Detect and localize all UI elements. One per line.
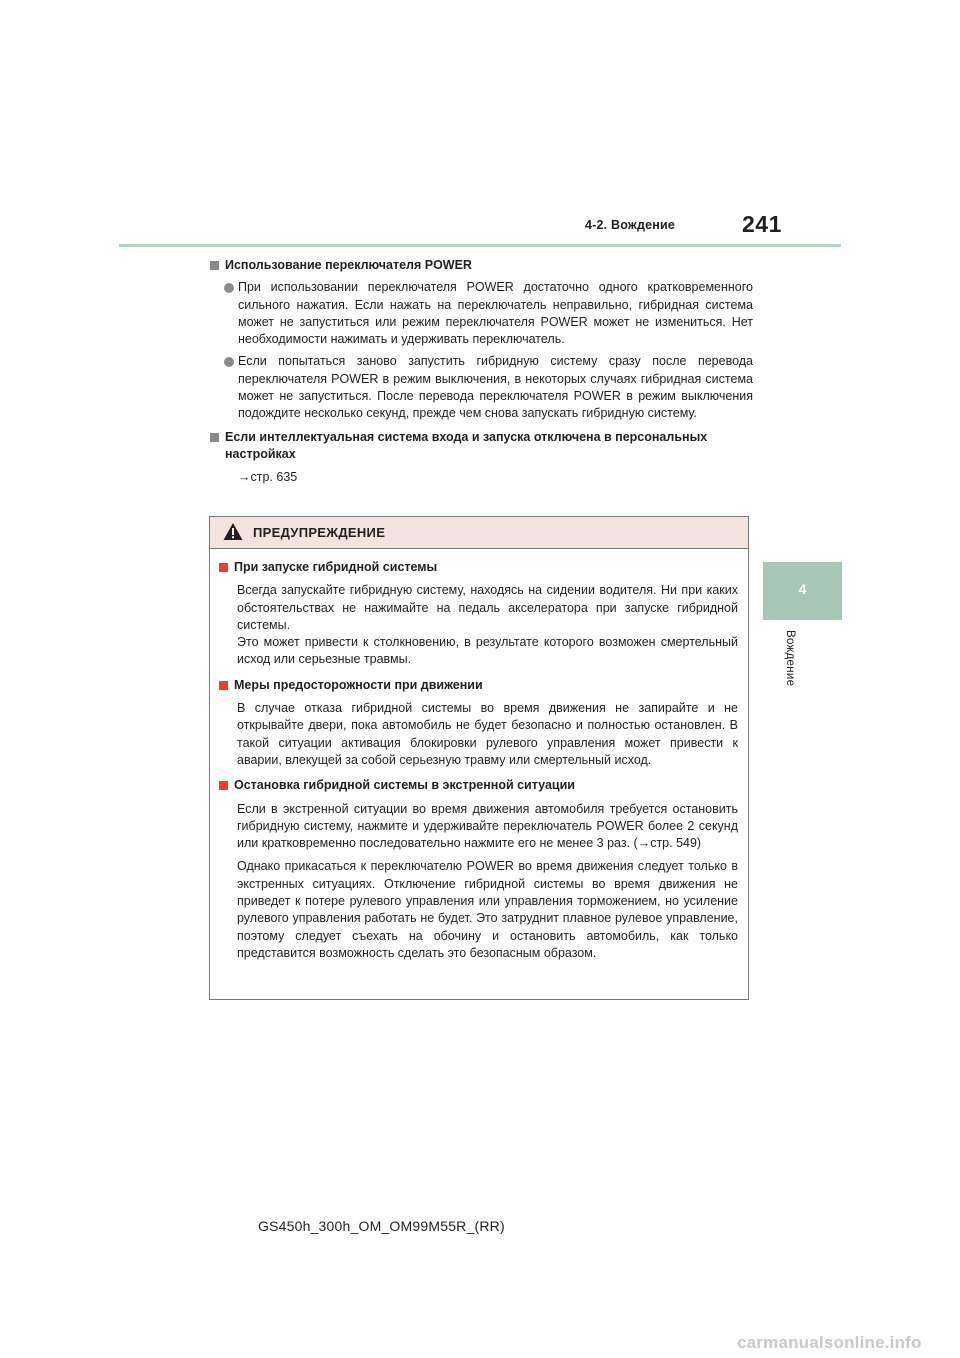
warning-box [209,516,749,1000]
section-heading: Если интеллектуальная система входа и запуска отключена в персональных настройках [208,429,753,464]
round-bullet-icon [224,283,234,293]
square-bullet-icon [210,261,219,270]
warning-triangle-icon [223,522,243,541]
list-item: Если попытаться заново запустить гибридную систему сразу после перевода переключателя POWER в режим выключения, в некоторых случаях гибридная система может не запуститься. После перевода переключателя POWER в режим выключения подождите несколько секунд, прежде чем снова запускать гибридную систему. [208,353,753,422]
main-content [208,257,753,487]
warning-item-heading: При запуске гибридной системы [219,559,738,576]
warning-header [210,517,748,549]
warning-paragraph: Если в экстренной ситуации во время движения автомобиля требуется остановить гибридную систему, нажмите и удерживайте переключатель POWER более 2 секунд или кратковременно последовательно нажмите его не менее 3 раз. (→стр. 549) [237,801,738,851]
warning-paragraph: Всегда запускайте гибридную систему, находясь на сидении водителя. Ни при каких обстоятельствах не нажимайте на педаль акселератора при запуске гибридной системы. Это может привести к столкновению, в результате которого возможен смертельный исход или серьезные травмы. [237,583,738,667]
watermark: carmanualsonline.info [737,1333,922,1352]
warning-item-heading: Меры предосторожности при движении [219,677,738,694]
warning-item-heading: Остановка гибридной системы в экстренной ситуации [219,777,738,794]
list-item: При использовании переключателя POWER достаточно одного кратковременного сильного нажатия. Если нажать на переключатель неправильно, гибридная система может не запуститься или режим переключателя POWER может не измениться. Нет необходимости нажимать и удерживать переключатель. [208,279,753,348]
warning-title: ПРЕДУПРЕЖДЕНИЕ [253,525,386,540]
section-heading: Использование переключателя POWER [208,257,753,274]
header-divider [119,244,841,247]
chapter-tab-number: 4 [798,581,807,597]
chapter-tab-label: Вождение [784,630,796,687]
warning-paragraph: Однако прикасаться к переключателю POWER во время движения следует только в экстренных ситуациях. Отключение гибридной системы во время движения не приведет к потере рулевого управления или управления торможением, но усиление рулевого управления работать не будет. Это затруднит плавное рулевое управление, поэтому следует съехать на обочину и остановить автомобиль, как только представится возможность сделать это безопасным образом. [237,859,738,960]
page-number: 241 [742,211,782,237]
warning-body [210,549,748,962]
square-bullet-icon [219,563,228,572]
round-bullet-icon [224,357,234,367]
square-bullet-icon [210,433,219,442]
section-title: 4-2. Вождение [585,218,676,232]
footer-model-code: GS450h_300h_OM_OM99M55R_(RR) [258,1218,505,1234]
square-bullet-icon [219,781,228,790]
warning-paragraph: В случае отказа гибридной системы во время движения не запирайте и не открывайте двери, пока автомобиль не будет безопасно и полностью остановлен. В такой ситуации активация блокировки рулевого управления может привести к аварии, влекущей за собой серьезную травму или смертельный исход. [237,701,738,767]
page-reference-link[interactable]: →стр. 635 [238,470,298,485]
chapter-tab [763,562,842,620]
square-bullet-icon [219,681,228,690]
